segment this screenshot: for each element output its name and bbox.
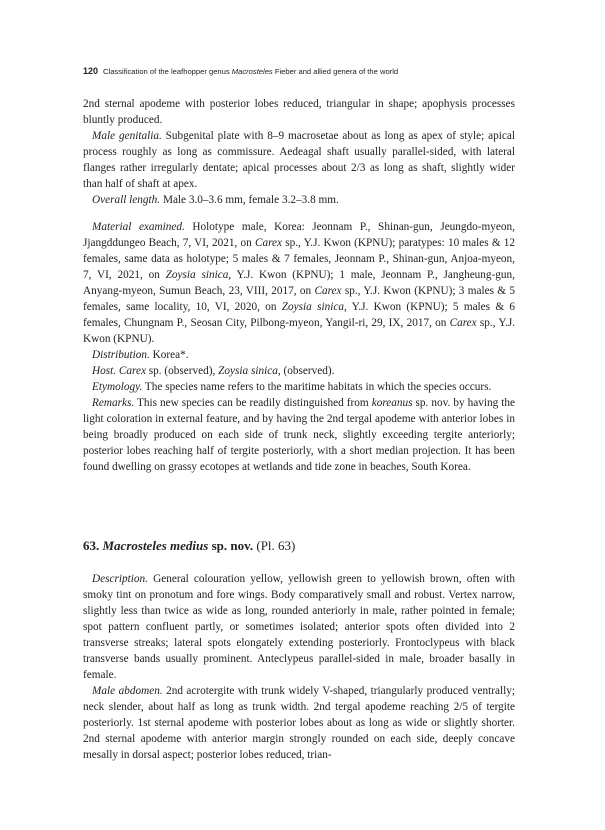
distribution-label: Distribution. bbox=[92, 349, 150, 361]
remarks-text-1: This new species can be readily distinguished from bbox=[134, 397, 372, 409]
host-italic-2: Zoysia sinica bbox=[218, 365, 278, 377]
paragraph-male-genitalia bbox=[83, 128, 515, 192]
material-text-2: sp., Y.J. Kwon (KPNU); paratypes: 10 males & 12 females, same data as holotype; 5 males & 7 females, Jeonnam P., Shinan-gun, Anjoa-myeon, 7, VI, 2021, on bbox=[83, 237, 515, 281]
material-text-1: Holotype male, Korea: Jeonnam P., Shinan-gun, Jeungdo-myeon, Jjangddungeo Beach, 7, VI, 2021, on bbox=[83, 221, 515, 249]
host-text-2: , (observed). bbox=[277, 365, 335, 377]
text-block-bottom bbox=[83, 571, 515, 763]
page-number: 120 bbox=[83, 66, 99, 76]
remarks-label: Remarks. bbox=[92, 397, 135, 409]
material-text-5: , Y.J. Kwon (KPNU); 5 males & 6 females, Chungnam P., Seosan City, Pilbong-myeon, Yangil-ri, 29, IX, 2017, on bbox=[83, 301, 515, 329]
material-italic-3: Carex bbox=[314, 285, 342, 297]
remarks-italic-1: koreanus bbox=[371, 397, 413, 409]
material-italic-5: Carex bbox=[449, 317, 477, 329]
material-italic-2: Zoysia sinica bbox=[165, 269, 229, 281]
material-italic-1: Carex bbox=[254, 237, 283, 249]
text-block-top bbox=[83, 96, 515, 475]
overall-length-text: Male 3.0–3.6 mm, female 3.2–3.8 mm. bbox=[160, 194, 339, 206]
host-text-1: sp. (observed), bbox=[145, 365, 219, 377]
host-label: Host. bbox=[92, 365, 117, 377]
description-label: Description. bbox=[92, 573, 148, 585]
paragraph-description bbox=[83, 571, 515, 683]
paragraph-overall-length bbox=[83, 192, 515, 208]
paragraph-etymology bbox=[83, 379, 515, 395]
male-abdomen-label: Male abdomen. bbox=[92, 685, 163, 697]
material-italic-4: Zoysia sinica bbox=[281, 301, 344, 313]
material-text-6: sp., Y.J. Kwon (KPNU). bbox=[83, 317, 516, 345]
male-genitalia-text: Subgenital plate with 8–9 macrosetae about as long as apex of style; apical process roughly as long as commissure. Aedeagal shaft usually parallel-sided, with lateral flanges rather irregularly dentate; apical processes about 2/3 as long as shaft, slightly wider than half of shaft at apex. bbox=[83, 130, 515, 190]
remarks-text-2: sp. nov. by having the light coloration in external feature, and by having the 2nd tergal apodeme with anterior lobes in being broadly produced on each side of trunk neck, slightly exceeding tergite anteriorly; posterior lobes reaching half of tergite posteriorly, with a short median projection. It has been found dwelling on grassy ecotopes at wetlands and tide zone in beaches, South Korea. bbox=[83, 397, 515, 473]
header-title-pre: Classification of the leafhopper genus bbox=[103, 67, 232, 76]
distribution-text: Korea*. bbox=[149, 349, 189, 361]
etymology-text: The species name refers to the maritime habitats in which the species occurs. bbox=[142, 381, 492, 393]
section-plate-ref: (Pl. 63) bbox=[256, 538, 296, 553]
description-text: General colouration yellow, yellowish green to yellowish brown, often with smoky tint on pronotum and fore wings. Body comparatively small and robust. Vertex narrow, slightly less than twice as wide as long, rounded anteriorly in male, rather pointed in female; spot pattern confluent partly, or sometimes isolated; anterior spots often divided into 2 transverse streaks; lateral spots elongately extending posteriorly. Frontoclypeus with black transverse bands usually prominent. Anteclypeus parallel-sided in male, broader basally in female. bbox=[83, 573, 515, 681]
paragraph-male-abdomen bbox=[83, 683, 515, 763]
paragraph-remarks bbox=[83, 395, 515, 475]
section-suffix: sp. nov. bbox=[211, 538, 254, 553]
paragraph-apodeme: 2nd sternal apodeme with posterior lobes reduced, triangular in shape; apophysis processes bluntly produced. bbox=[83, 98, 515, 126]
overall-length-label: Overall length. bbox=[92, 194, 161, 206]
running-header bbox=[83, 66, 398, 76]
paragraph-material-examined bbox=[83, 219, 515, 347]
section-number: 63. bbox=[83, 538, 100, 553]
etymology-label: Etymology. bbox=[92, 381, 143, 393]
paragraph-distribution bbox=[83, 347, 515, 363]
male-genitalia-label: Male genitalia. bbox=[92, 130, 162, 142]
section-heading bbox=[83, 538, 295, 554]
host-italic-1: Carex bbox=[118, 365, 146, 377]
material-text-4: sp., Y.J. Kwon (KPNU); 3 males & 5 females, same locality, 10, VI, 2020, on bbox=[83, 285, 515, 313]
header-title-post: Fieber and allied genera of the world bbox=[272, 67, 399, 76]
material-label: Material examined. bbox=[92, 221, 185, 233]
paragraph-host bbox=[83, 363, 515, 379]
male-abdomen-text: 2nd acrotergite with trunk widely V-shaped, triangularly produced ventrally; neck slender, about half as long as trunk width. 2nd tergal apodeme reaching 2/5 of tergite posteriorly. 1st sternal apodeme with posterior lobes about as long as wide or slightly shorter. 2nd sternal apodeme with anterior margin strongly rounded on each side, deeply concave mesally in dorsal aspect; posterior lobes reduced, trian- bbox=[83, 685, 516, 761]
section-species-name: Macrosteles medius bbox=[102, 538, 209, 553]
material-text-3: , Y.J. Kwon (KPNU); 1 male, Jeonnam P., Jangheung-gun, Anyang-myeon, Sumun Beach, 23, VIII, 2017, on bbox=[83, 269, 515, 297]
header-title-genus: Macrosteles bbox=[231, 67, 273, 76]
